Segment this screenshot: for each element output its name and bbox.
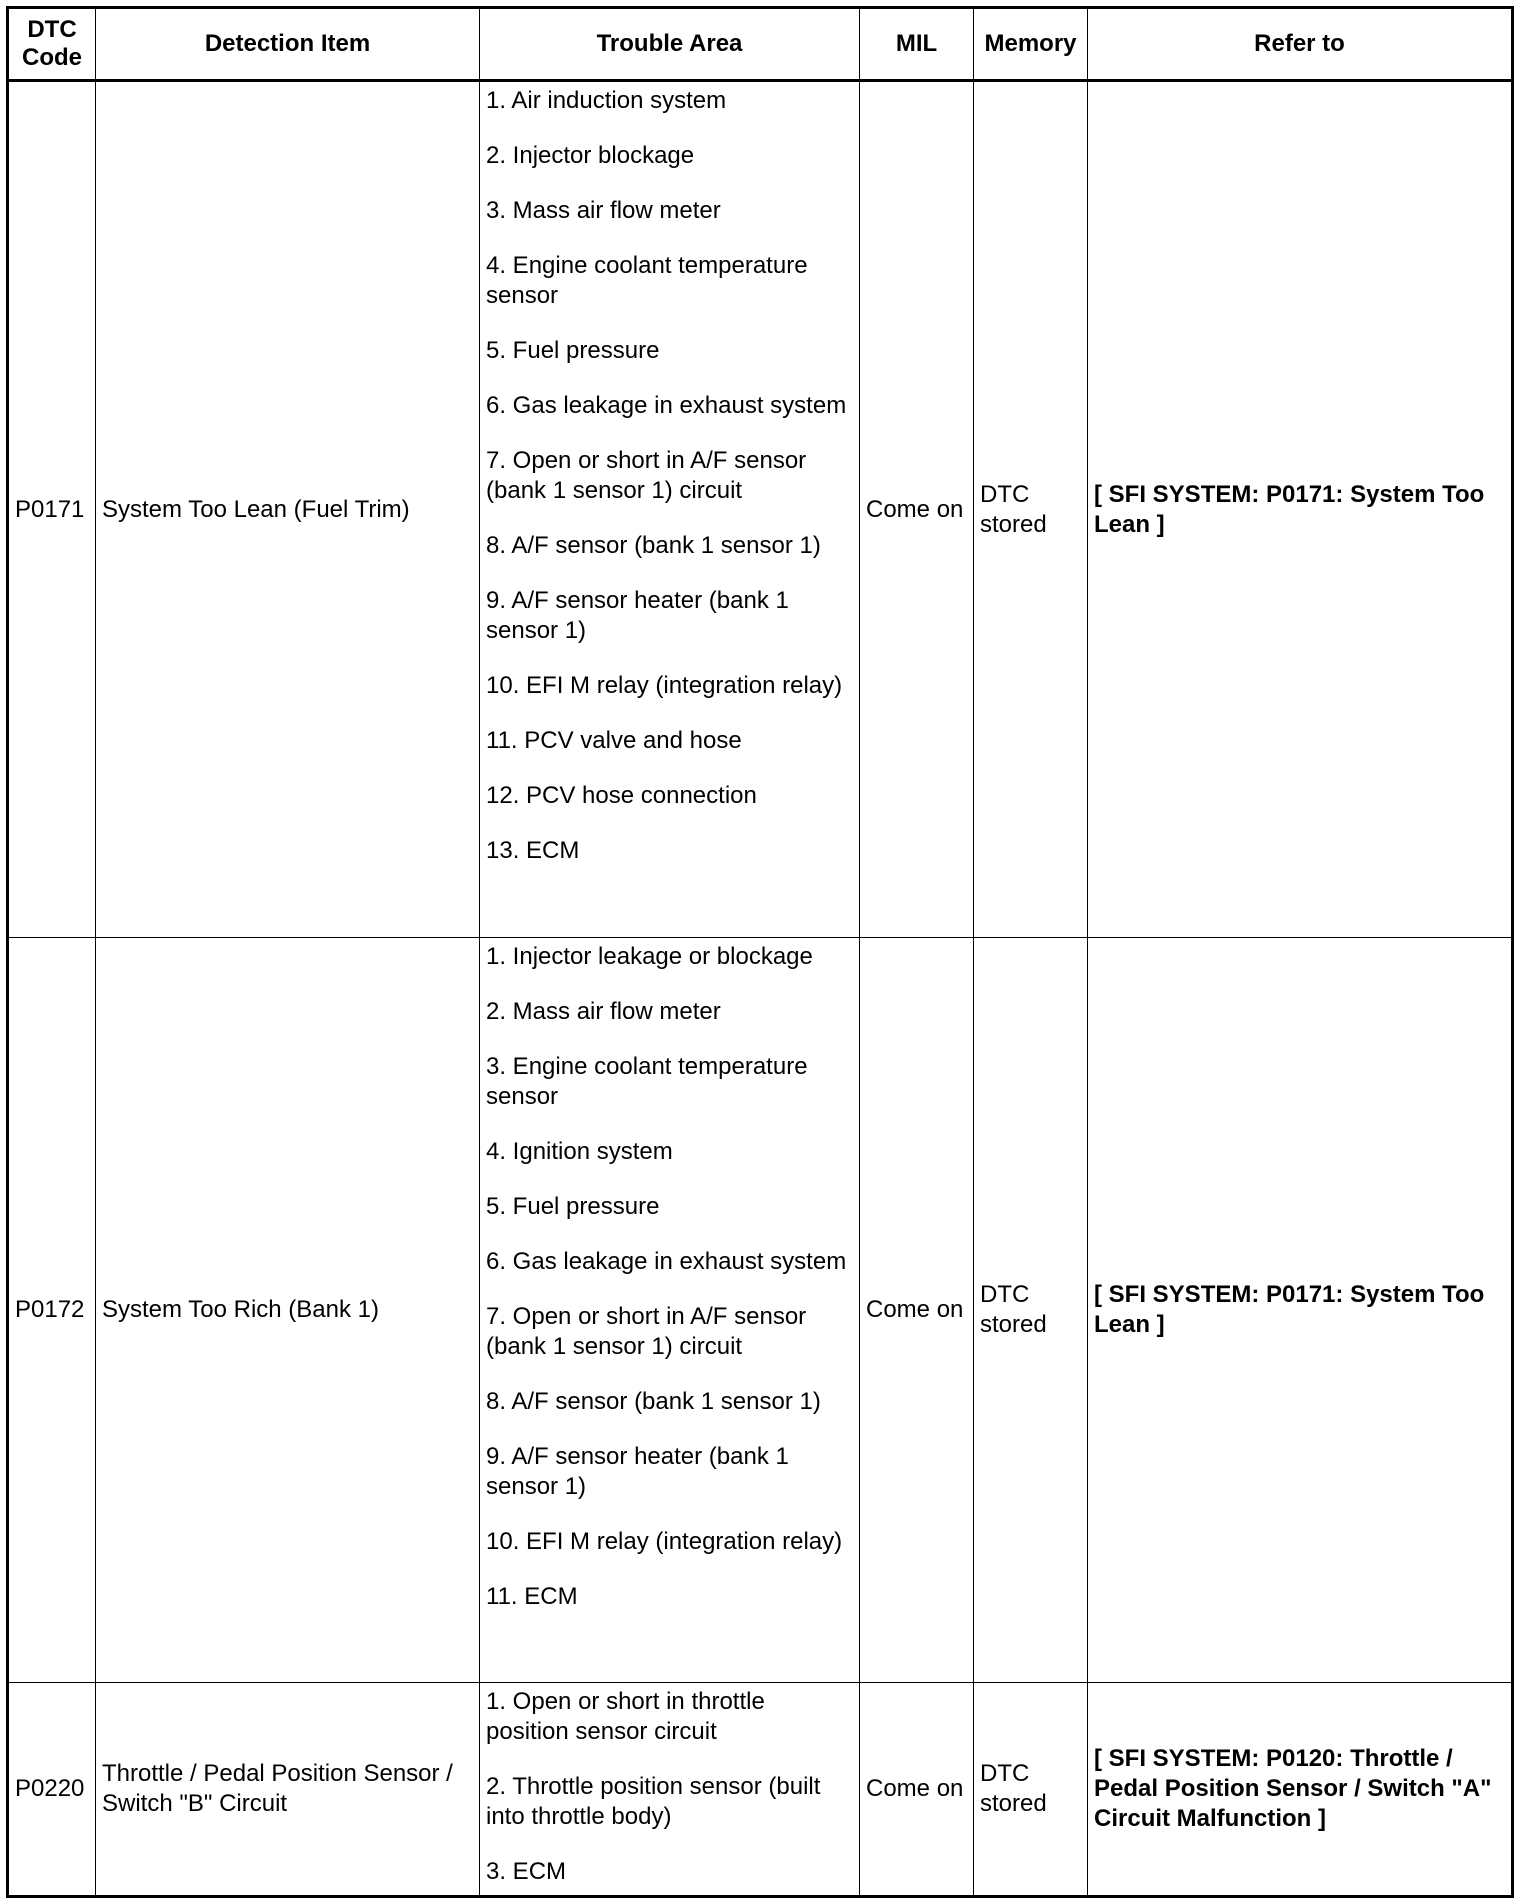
trouble-area-item: 4. Engine coolant temperature sensor <box>486 252 808 309</box>
trouble-area-item: 3. Mass air flow meter <box>486 197 721 224</box>
trouble-area-item: 12. PCV hose connection <box>486 782 757 809</box>
trouble-area-item: 2. Mass air flow meter <box>486 998 721 1025</box>
trouble-area-item: 6. Gas leakage in exhaust system <box>486 392 847 419</box>
trouble-area-cell <box>480 81 860 938</box>
dtc-code-cell: P0171 <box>8 81 96 938</box>
mil-cell: Come on <box>860 1683 974 1897</box>
trouble-area-item: 4. Ignition system <box>486 1138 673 1165</box>
trouble-area-item: 7. Open or short in A/F sensor (bank 1 sensor 1) circuit <box>486 1303 807 1360</box>
mil-cell: Come on <box>860 81 974 938</box>
detection-item-cell: System Too Lean (Fuel Trim) <box>96 81 480 938</box>
table-row <box>8 1683 1513 1897</box>
dtc-table <box>6 6 1514 1898</box>
trouble-area-cell <box>480 1683 860 1897</box>
trouble-area-item: 11. ECM <box>486 1583 578 1610</box>
dtc-code-cell: P0220 <box>8 1683 96 1897</box>
trouble-area-item: 10. EFI M relay (integration relay) <box>486 1528 843 1555</box>
trouble-area-item: 11. PCV valve and hose <box>486 727 742 754</box>
trouble-area-item: 1. Injector leakage or blockage <box>486 943 813 970</box>
memory-cell: DTC stored <box>974 81 1088 938</box>
trouble-area-item: 9. A/F sensor heater (bank 1 sensor 1) <box>486 587 789 644</box>
table-row <box>8 938 1513 1683</box>
memory-cell: DTC stored <box>974 1683 1088 1897</box>
trouble-area-item: 13. ECM <box>486 837 580 864</box>
detection-item-cell: Throttle / Pedal Position Sensor / Switch "B" Circuit <box>96 1683 480 1897</box>
header-mil: MIL <box>860 8 974 81</box>
header-dtc-code <box>8 8 96 81</box>
header-detection-item: Detection Item <box>96 8 480 81</box>
trouble-area-item: 5. Fuel pressure <box>486 1193 660 1220</box>
trouble-area-item: 3. Engine coolant temperature sensor <box>486 1053 808 1110</box>
trouble-area-item: 6. Gas leakage in exhaust system <box>486 1248 847 1275</box>
table-header-row <box>8 8 1513 81</box>
header-refer-to: Refer to <box>1088 8 1513 81</box>
header-dtc-code-line1: DTC <box>27 16 77 43</box>
trouble-area-item: 2. Injector blockage <box>486 142 695 169</box>
trouble-area-item: 9. A/F sensor heater (bank 1 sensor 1) <box>486 1443 789 1500</box>
trouble-area-item: 1. Air induction system <box>486 87 727 114</box>
trouble-area-item: 8. A/F sensor (bank 1 sensor 1) <box>486 1388 821 1415</box>
header-trouble-area: Trouble Area <box>480 8 860 81</box>
trouble-area-item: 5. Fuel pressure <box>486 337 660 364</box>
trouble-area-list <box>486 942 853 1612</box>
trouble-area-item: 1. Open or short in throttle position sensor circuit <box>486 1688 765 1745</box>
trouble-area-cell <box>480 938 860 1683</box>
header-dtc-code-line2: Code <box>22 44 82 71</box>
dtc-code-cell: P0172 <box>8 938 96 1683</box>
header-memory: Memory <box>974 8 1088 81</box>
trouble-area-item: 8. A/F sensor (bank 1 sensor 1) <box>486 532 821 559</box>
detection-item-cell: System Too Rich (Bank 1) <box>96 938 480 1683</box>
trouble-area-item: 2. Throttle position sensor (built into throttle body) <box>486 1773 821 1830</box>
refer-to-link[interactable]: [ SFI SYSTEM: P0120: Throttle / Pedal Position Sensor / Switch "A" Circuit Malfunction ] <box>1088 1683 1513 1897</box>
trouble-area-list <box>486 1687 853 1887</box>
refer-to-link[interactable]: [ SFI SYSTEM: P0171: System Too Lean ] <box>1088 81 1513 938</box>
table-row <box>8 81 1513 938</box>
trouble-area-item: 3. ECM <box>486 1858 567 1885</box>
trouble-area-item: 7. Open or short in A/F sensor (bank 1 sensor 1) circuit <box>486 447 807 504</box>
memory-cell: DTC stored <box>974 938 1088 1683</box>
refer-to-link[interactable]: [ SFI SYSTEM: P0171: System Too Lean ] <box>1088 938 1513 1683</box>
mil-cell: Come on <box>860 938 974 1683</box>
trouble-area-list <box>486 86 853 866</box>
trouble-area-item: 10. EFI M relay (integration relay) <box>486 672 843 699</box>
